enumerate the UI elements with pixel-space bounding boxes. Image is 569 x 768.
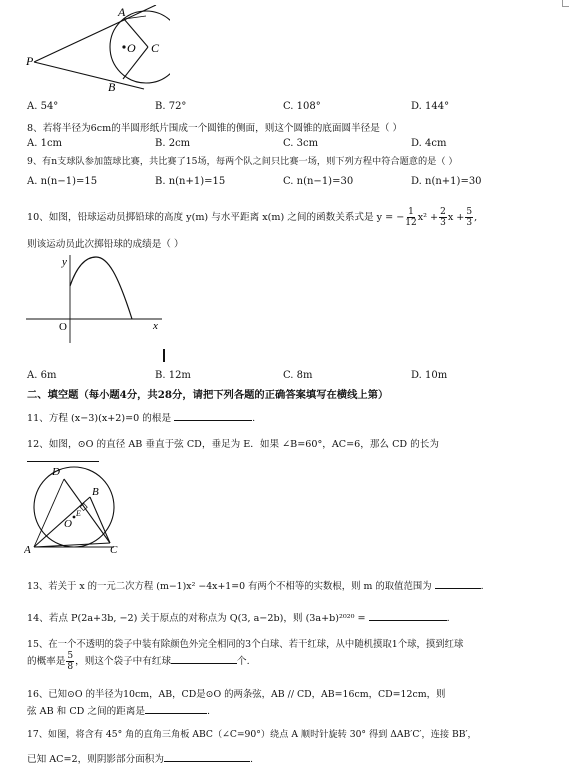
q7-option-b: B. 72° — [155, 101, 187, 112]
q8-option-c: C. 3cm — [283, 138, 319, 149]
q10-text-mid2: x + — [447, 212, 465, 223]
q7-option-c: C. 108° — [283, 101, 321, 112]
fig3-label-o: O — [64, 518, 72, 530]
q17-question-line2: 已知 AC=2，则阴影部分面积为 . — [27, 754, 254, 765]
q16-question: 16、已知⊙O 的半径为10cm，AB，CD是⊙O 的两条弦，AB // CD，AB=16cm，CD=12cm，则 — [27, 689, 446, 700]
figure-circle-tangents — [20, 5, 170, 97]
q12-question: 12、如图，⊙O 的直径 AB 垂直于弦 CD，垂足为 E．如果 ∠B=60°，AC=6，那么 CD 的长为 — [27, 439, 439, 450]
q12-answer-blank[interactable] — [27, 451, 99, 462]
q9-option-c: C. n(n−1)=30 — [283, 176, 354, 187]
q9-question: 9、有n支球队参加篮球比赛，共比赛了15场，每两个队之间只比赛一场，则下列方程中符合题意的是（ ） — [27, 156, 458, 167]
q9-option-b: B. n(n+1)=15 — [155, 176, 226, 187]
q13-question: 13、若关于 x 的一元二次方程 (m−1)x² −4x+1=0 有两个不相等的实数根，则 m 的取值范围为 . — [27, 581, 484, 592]
fig1-label-p: P — [26, 54, 34, 68]
q9-option-a: A. n(n−1)=15 — [27, 176, 98, 187]
q10-option-d: D. 10m — [411, 370, 448, 381]
q16-question-line2: 弦 AB 和 CD 之间的距离是 . — [27, 706, 211, 717]
figure-parabola — [22, 253, 167, 345]
q10-question-line2: 则该运动员此次掷铅球的成绩是（ ） — [27, 239, 184, 250]
fig1-label-a: A — [118, 5, 126, 19]
q10-option-c: C. 8m — [283, 370, 313, 381]
q10-text-mid1: x² + — [417, 212, 439, 223]
q14-answer-blank[interactable] — [369, 611, 447, 621]
q8-option-a: A. 1cm — [27, 138, 63, 149]
q15-question-line2: 的概率是 $\frac{5}{8}$ ，则这个袋子中有红球 个. — [27, 651, 250, 672]
q15-frac: $\frac{5}{8}$ — [67, 651, 74, 672]
q15-question: 15、在一个不透明的袋子中装有除颜色外完全相同的3个白球、若干红球，从中随机摸取1个球，摸到红球 — [27, 639, 464, 650]
fig3-label-d: D — [52, 466, 60, 478]
q8-question: 8、若将半径为6cm的半圆形纸片围成一个圆锥的侧面，则这个圆锥的底面圆半径是（ ） — [27, 123, 403, 134]
fig1-label-o: O — [127, 41, 136, 55]
q10-text-pre: 10、如图，铅球运动员掷铅球的高度 y(m) 与水平距离 x(m) 之间的函数关系式是 y = − — [27, 212, 405, 223]
q10-frac-2: $\frac{2}{3}$ — [440, 207, 446, 228]
q10-option-a: A. 6m — [27, 370, 57, 381]
q17-question: 17、如图，将含有 45° 角的直角三角板 ABC（∠C=90°）绕点 A 顺时针旋转 30° 得到 ΔAB′C′，连接 BB′， — [27, 729, 477, 740]
fig3-label-e: E — [76, 509, 81, 518]
fig1-label-b: B — [108, 80, 116, 94]
q10-option-b: B. 12m — [155, 370, 191, 381]
text-cursor — [163, 349, 165, 362]
q10-frac-3: $\frac{5}{3}$ — [466, 207, 473, 228]
q13-answer-blank[interactable] — [435, 579, 481, 589]
q15-answer-blank[interactable] — [171, 654, 237, 664]
fig1-label-c: C — [151, 41, 160, 55]
q14-question: 14、若点 P(2a+3b, −2) 关于原点的对称点为 Q(3, a−2b)，则 (3a+b)²⁰²⁰ = . — [27, 613, 450, 624]
q10-question: 10、如图，铅球运动员掷铅球的高度 y(m) 与水平距离 x(m) 之间的函数关系式是 y = − $\frac{1}{12}$ x² + $\frac{2}{3}$ x + $\frac{5}{3}$ , — [27, 207, 478, 228]
q8-option-b: B. 2cm — [155, 138, 191, 149]
fig3-label-b: B — [92, 486, 99, 498]
fig2-label-o: O — [59, 321, 67, 333]
q7-option-a: A. 54° — [27, 101, 59, 112]
page-corner-mark — [562, 0, 569, 7]
fig2-label-x: x — [153, 320, 158, 332]
q10-frac-1: $\frac{1}{12}$ — [405, 207, 417, 228]
q9-option-d: D. n(n+1)=30 — [411, 176, 482, 187]
q16-answer-blank[interactable] — [145, 704, 207, 714]
q8-option-d: D. 4cm — [411, 138, 447, 149]
fig3-label-a: A — [24, 544, 31, 556]
q11-answer-blank[interactable] — [174, 411, 252, 421]
fig2-label-y: y — [62, 256, 67, 268]
figure-circle-chord — [24, 465, 124, 557]
q17-answer-blank[interactable] — [164, 752, 250, 762]
q11-question: 11、方程 (x−3)(x+2)=0 的根是 . — [27, 413, 256, 424]
q7-option-d: D. 144° — [411, 101, 450, 112]
fig3-label-c: C — [110, 544, 118, 556]
section-2-title: 二、填空题（每小题4分，共28分，请把下列各题的正确答案填写在横线上第） — [27, 389, 389, 401]
